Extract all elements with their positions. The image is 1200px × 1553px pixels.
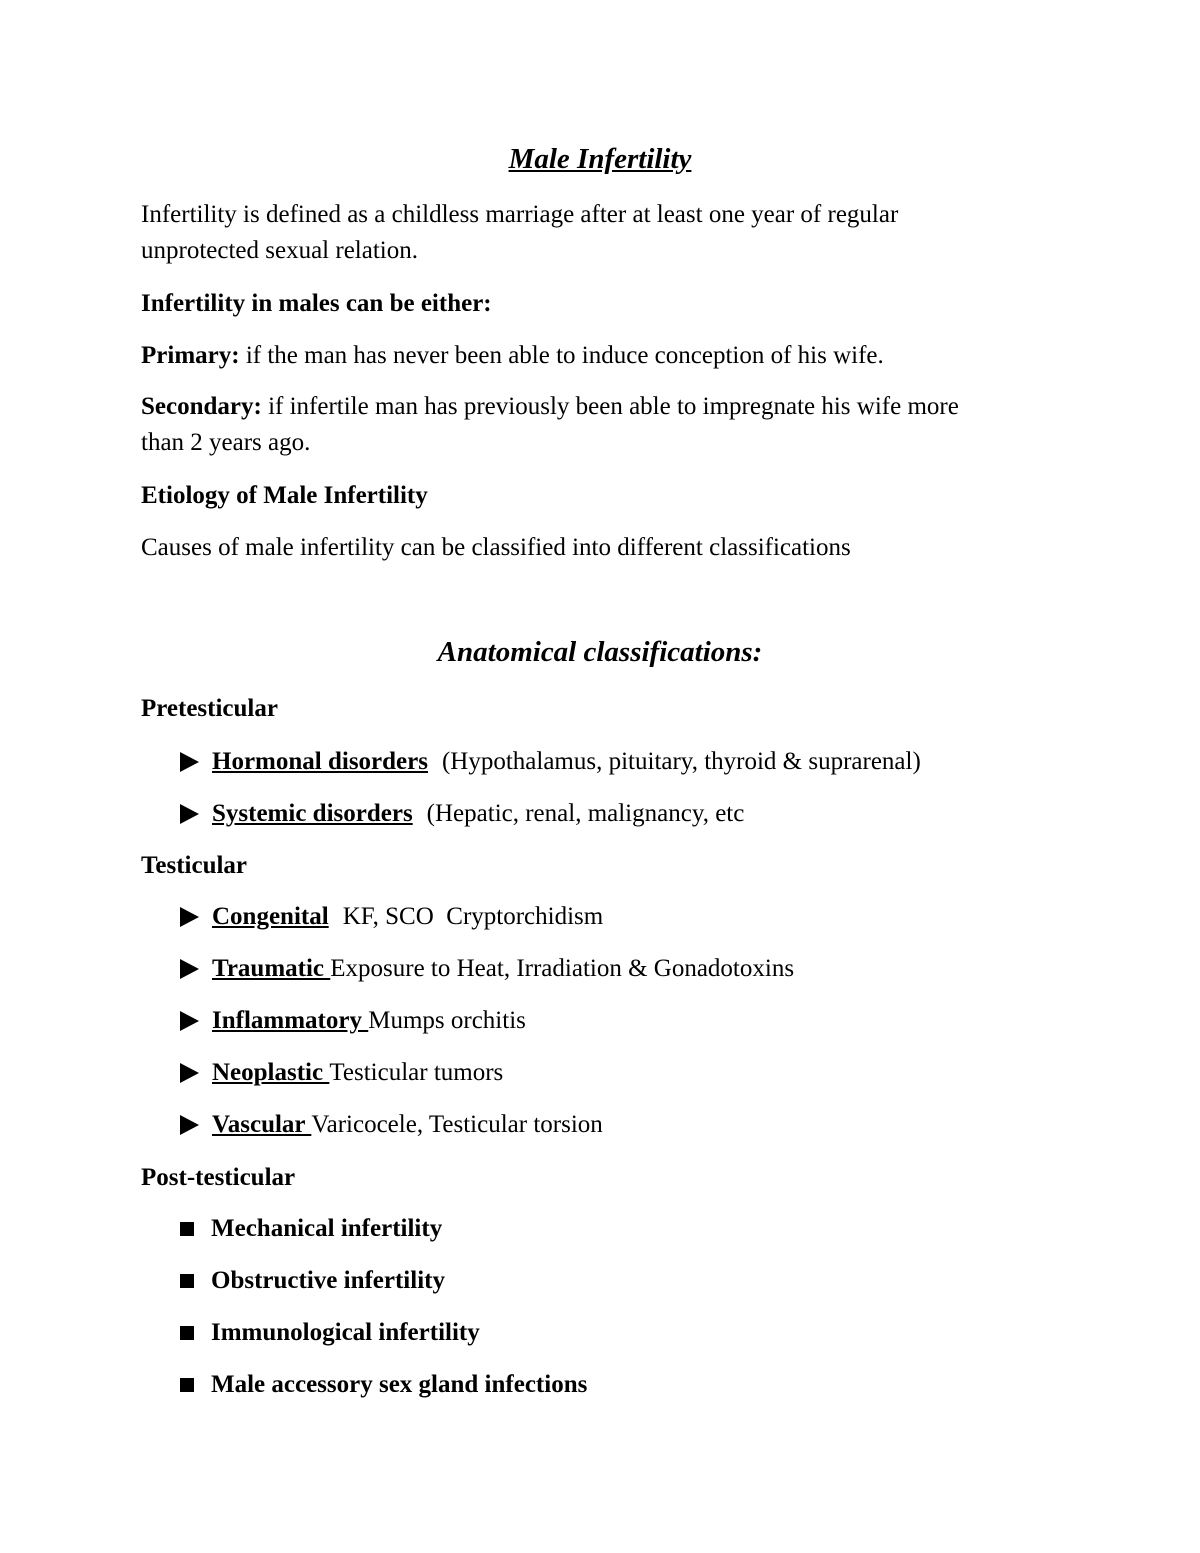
item-text: KF, SCO Cryptorchidism [342,903,604,930]
item-label: Systemic disorders [212,800,413,827]
list-item [180,796,744,832]
item-label: Vascular [212,1111,312,1138]
testicular-heading: Testicular [141,852,248,879]
square-bullet-icon [180,1378,194,1392]
arrow-bullet-icon [180,804,199,824]
item-label: Traumatic [212,955,331,982]
secondary-paragraph [141,389,959,425]
list-item [180,1003,526,1039]
definition-line-2: unprotected sexual relation. [141,237,418,264]
primary-label: Primary: [141,342,240,369]
secondary-text-1: if infertile man has previously been able to impregnate his wife more [261,393,959,420]
item-label: Male accessory sex gland infections [211,1371,588,1398]
list-item [180,1107,603,1143]
item-text: Mumps orchitis [368,1007,526,1034]
item-label: Inflammatory [212,1007,369,1034]
list-item [180,1211,442,1247]
item-text: Testicular tumors [329,1059,504,1086]
item-text: (Hepatic, renal, malignancy, etc [426,800,745,827]
item-text: Varicocele, Testicular torsion [311,1111,603,1138]
list-item [180,1315,480,1351]
arrow-bullet-icon [180,1115,199,1135]
list-item [180,744,921,780]
arrow-bullet-icon [180,907,199,927]
definition-line-1: Infertility is defined as a childless marriage after at least one year of regular [141,201,899,228]
list-item [180,951,794,987]
anatomical-heading: Anatomical classifications: [437,636,763,668]
square-bullet-icon [180,1326,194,1340]
item-text: (Hypothalamus, pituitary, thyroid & suprarenal) [441,748,921,775]
primary-paragraph [141,338,884,374]
causes-text: Causes of male infertility can be classified into different classifications [141,534,851,561]
list-item [180,1367,587,1403]
square-bullet-icon [180,1274,194,1288]
item-label: Mechanical infertility [211,1215,443,1242]
page-title: Male Infertility [508,143,692,175]
item-label: Obstructive infertility [211,1267,445,1294]
list-item [180,1055,503,1091]
etiology-heading: Etiology of Male Infertility [141,482,428,509]
item-label: Immunological infertility [211,1319,480,1346]
posttesticular-heading: Post-testicular [141,1164,296,1191]
item-text: Exposure to Heat, Irradiation & Gonadotoxins [330,955,795,982]
arrow-bullet-icon [180,1011,199,1031]
square-bullet-icon [180,1222,194,1236]
item-label: Congenital [212,903,329,930]
either-heading: Infertility in males can be either: [141,290,492,317]
arrow-bullet-icon [180,1063,199,1083]
secondary-text-2: than 2 years ago. [141,429,311,456]
item-label: Neoplastic [212,1059,330,1086]
arrow-bullet-icon [180,959,199,979]
list-item [180,899,603,935]
list-item [180,1263,445,1299]
item-label: Hormonal disorders [212,748,428,775]
secondary-label: Secondary: [141,393,262,420]
primary-text: if the man has never been able to induce conception of his wife. [239,342,884,369]
pretesticular-heading: Pretesticular [141,695,278,722]
arrow-bullet-icon [180,752,199,772]
